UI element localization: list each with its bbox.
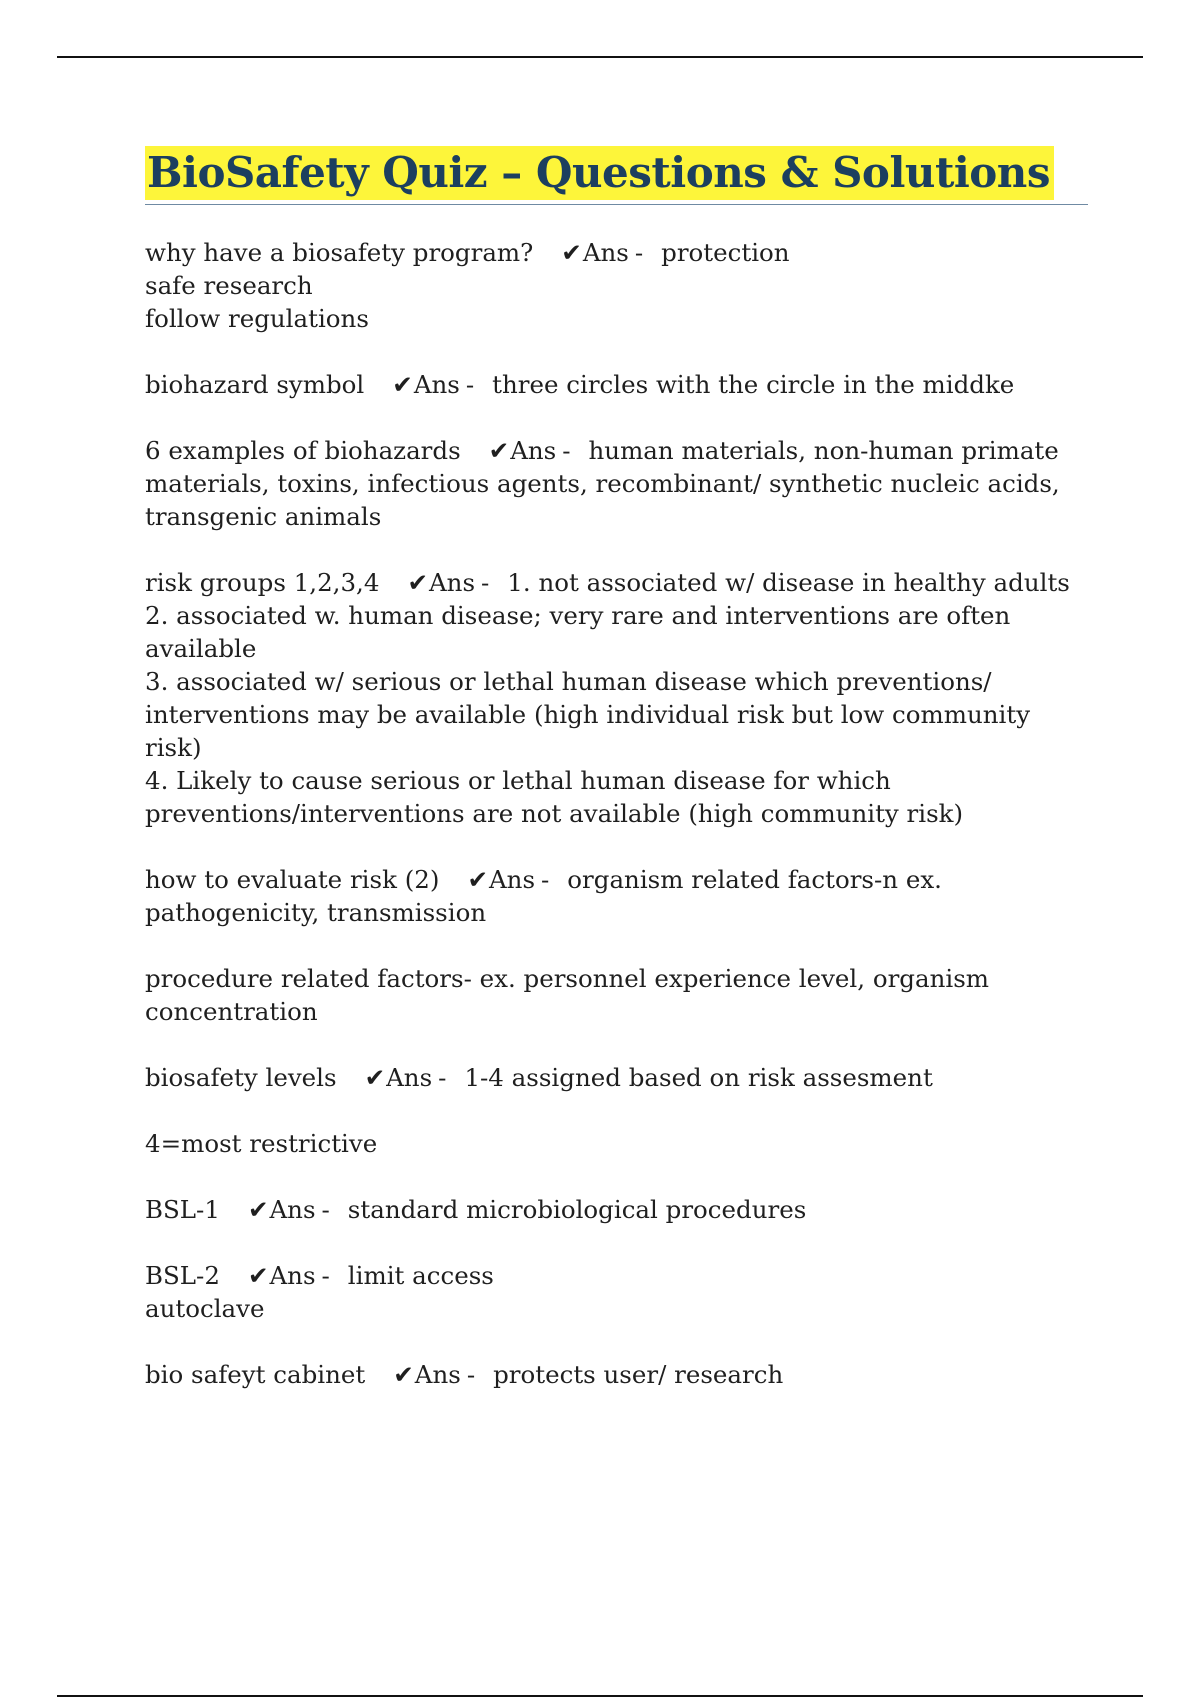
question-text: BSL-2 [145,1261,220,1290]
answer-dash: - [438,1063,447,1092]
question-text: bio safeyt cabinet [145,1360,366,1389]
answer-label: Ans [510,436,557,465]
answer-label: Ans [386,1063,433,1092]
checkmark-icon: ✔ [393,1360,414,1389]
qa-first-line [145,1259,1090,1292]
answer-continuation-line: safe research [145,271,313,300]
answer-marker [248,1261,316,1290]
answer-marker [489,436,557,465]
qa-item [145,863,1090,929]
answer-continuation-line: autoclave [145,1294,265,1323]
question-text: how to evaluate risk (2) [145,865,440,894]
qa-first-line [145,1358,1090,1391]
question-text: BSL-1 [145,1195,220,1224]
answer-dash: - [321,1195,330,1224]
checkmark-icon: ✔ [407,568,428,597]
question-text: risk groups 1,2,3,4 [145,568,380,597]
checkmark-icon: ✔ [247,1261,269,1290]
qa-first-line [145,368,1090,401]
answer-marker [392,370,460,399]
answer-label: Ans [269,1195,316,1224]
answer-dash: - [562,436,571,465]
answer-text: protects user/ research [493,1360,784,1389]
qa-item [145,1358,1090,1391]
answer-text: three circles with the circle in the middke [492,370,1015,399]
qa-first-line [145,566,1090,599]
answer-text: standard microbiological procedures [347,1195,807,1224]
answer-text: 1. not associated w/ disease in healthy adults [507,568,1070,597]
note-text: 4=most restrictive [145,1129,378,1158]
answer-label: Ans [414,1360,461,1389]
answer-text: limit access [347,1261,494,1290]
answer-marker [393,1360,461,1389]
checkmark-icon: ✔ [488,436,510,465]
document-body [145,146,1090,1424]
answer-dash: - [481,568,490,597]
question-text: 6 examples of biohazards [145,436,461,465]
answer-text: 1-4 assigned based on risk assesment [464,1063,933,1092]
answer-marker [561,238,629,267]
answer-dash: - [634,238,644,267]
answer-label: Ans [269,1261,316,1290]
qa-first-line [145,863,1090,929]
answer-marker [467,865,535,894]
answer-continuation-line: 4. Likely to cause serious or lethal human disease for which preventions/interventions are not available (high community risk) [145,766,964,828]
answer-dash: - [541,865,550,894]
note-paragraph [145,1127,1090,1160]
note-text: procedure related factors- ex. personnel experience level, organism concentration [145,964,997,1026]
answer-continuation-line: 3. associated w/ serious or lethal human disease which preventions/ interventions may be available (high individual risk but low community risk) [145,667,1038,762]
answer-label: Ans [428,568,476,597]
answer-marker [365,1063,433,1092]
qa-item [145,1259,1090,1325]
qa-first-line [145,1193,1090,1226]
checkmark-icon: ✔ [392,370,413,399]
qa-first-line [145,434,1090,533]
answer-continuation-line: 2. associated w. human disease; very rare and interventions are often available [145,601,1019,663]
answer-text: organism related factors-n ex. pathogenicity, transmission [145,865,950,927]
page-top-rule [57,56,1143,58]
checkmark-icon: ✔ [561,238,582,267]
answer-label: Ans [413,370,460,399]
answer-continuation-line: follow regulations [145,304,369,333]
page-bottom-rule [57,1695,1143,1697]
answer-dash: - [466,1360,476,1389]
answer-marker [407,568,475,597]
answer-marker [248,1195,316,1224]
qa-item [145,1061,1090,1094]
qa-item [145,566,1090,830]
qa-first-line [145,1061,1090,1094]
checkmark-icon: ✔ [247,1195,269,1224]
question-text: biosafety levels [145,1063,337,1092]
answer-label: Ans [582,238,629,267]
answer-text: protection [661,238,790,267]
title-block [145,146,1088,205]
note-paragraph [145,962,1090,1028]
qa-item [145,434,1090,533]
qa-first-line [145,236,1090,269]
question-text: biohazard symbol [145,370,365,399]
answer-label: Ans [488,865,536,894]
qa-list [145,236,1090,1391]
question-text: why have a biosafety program? [145,238,534,267]
qa-item [145,1193,1090,1226]
checkmark-icon: ✔ [467,865,488,894]
qa-item [145,368,1090,401]
answer-text: human materials, non-human primate materials, toxins, infectious agents, recombinant/ synthetic nucleic acids, transgenic animals [145,436,1068,531]
answer-dash: - [465,370,475,399]
answer-dash: - [321,1261,330,1290]
checkmark-icon: ✔ [364,1063,386,1092]
qa-item [145,236,1090,335]
page-title: BioSafety Quiz – Questions & Solutions [145,146,1054,200]
